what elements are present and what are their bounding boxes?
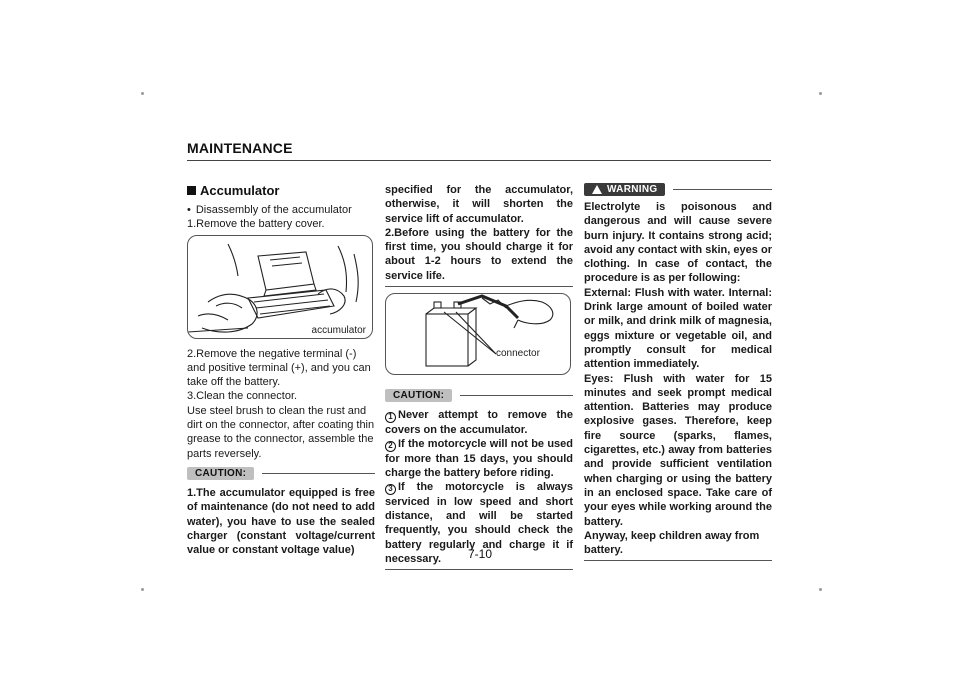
- caution-end-rule: [385, 286, 573, 287]
- figure-label-connector: connector: [496, 348, 540, 360]
- note-text: If the motorcycle will not be used for more than 15 days, you should charge the battery before riding.: [385, 438, 573, 479]
- page-title: MAINTENANCE: [187, 140, 293, 156]
- caution-continued-text: specified for the accumulator, otherwise, it will shorten the service lift of accumulator.: [385, 184, 573, 225]
- step-1: 1.Remove the battery cover.: [187, 218, 325, 231]
- warning-text: Electrolyte is poisonous and dangerous and will cause severe burn injury. It contains strong acid; avoid any contact with skin, eyes or clothing. In case of contact, the procedure is as per following:: [584, 201, 772, 285]
- warning-eyes: Eyes: Flush with water for 15 minutes and seek prompt medical attention. Batteries may produce explosive gases. Therefore, keep fire source (sparks, flames, cigarettes, etc.) away from batteries and provide sufficient ventilation when charging or using the battery in an enclosed space. Take care of your eyes while working around the battery.: [584, 372, 772, 528]
- warning-header: [584, 183, 772, 196]
- column-right: [584, 183, 772, 561]
- battery-cover-drawing: [188, 236, 373, 339]
- crop-mark-bottom-left: [141, 588, 144, 591]
- crop-mark-top-left: [141, 92, 144, 95]
- caution-badge: CAUTION:: [385, 389, 452, 402]
- warning-end-rule: [584, 560, 772, 561]
- page-header: [187, 140, 771, 161]
- warning-external: External: Flush with water. Internal: Drink large amount of boiled water or milk, and drink milk of magnesia, eggs mixture or vegetable oil, and promptly consult for medical attention immediately.: [584, 286, 772, 371]
- bullet-item: [187, 203, 375, 217]
- warning-badge: [584, 183, 665, 196]
- warning-rule: [673, 189, 772, 190]
- warning-label: WARNING: [607, 184, 658, 195]
- caution-note-1: [385, 408, 573, 437]
- caution-text: 1.The accumulator equipped is free of maintenance (do not need to add water), you have to use the sealed charger (constant voltage/current value or constant voltage value): [187, 486, 375, 557]
- bullet-dot-icon: •: [187, 204, 191, 216]
- caution-note-2: [385, 437, 573, 480]
- square-bullet-icon: [187, 186, 196, 195]
- figure-label-accumulator: accumulator: [311, 324, 366, 336]
- note-text: Never attempt to remove the covers on the accumulator.: [385, 409, 573, 436]
- step-2: 2.Remove the negative terminal (-) and positive terminal (+), and you can take off the battery.: [187, 347, 371, 389]
- note-text: If the motorcycle is always serviced in low speed and short distance, and will be started frequently, you should check the battery regularly and charge it if necessary.: [385, 481, 573, 566]
- crop-mark-bottom-right: [819, 588, 822, 591]
- connector-drawing: [386, 294, 571, 375]
- warning-triangle-icon: [592, 185, 602, 194]
- bullet-text: Disassembly of the accumulator: [195, 204, 352, 216]
- column-middle: [385, 183, 573, 570]
- header-rule: [187, 160, 771, 161]
- number-2-icon: 2: [385, 441, 396, 452]
- number-3-icon: 3: [385, 484, 396, 495]
- step-3: 3.Clean the connector.: [187, 390, 298, 403]
- page-number: 7-10: [468, 547, 493, 561]
- step-3-detail: Use steel brush to clean the rust and dirt on the connector, after coating thin grease to the connector, assemble the parts reversely.: [187, 404, 375, 460]
- number-1-icon: 1: [385, 412, 396, 423]
- caution-end-rule: [385, 569, 573, 570]
- column-left: [187, 183, 375, 557]
- caution-header: [385, 389, 573, 402]
- caution-header: [187, 467, 375, 480]
- caution-item-2: 2.Before using the battery for the first time, you should charge it for about 1-2 hours to extend the service life.: [385, 226, 573, 282]
- caution-rule: [262, 473, 375, 474]
- battery-cover-illustration: [187, 235, 373, 339]
- connector-illustration: [385, 293, 571, 375]
- caution-rule: [460, 395, 573, 396]
- warning-children: Anyway, keep children away from battery.: [584, 529, 760, 557]
- caution-badge: CAUTION:: [187, 467, 254, 480]
- crop-mark-top-right: [819, 92, 822, 95]
- section-heading: [187, 183, 375, 198]
- section-title: Accumulator: [200, 183, 280, 198]
